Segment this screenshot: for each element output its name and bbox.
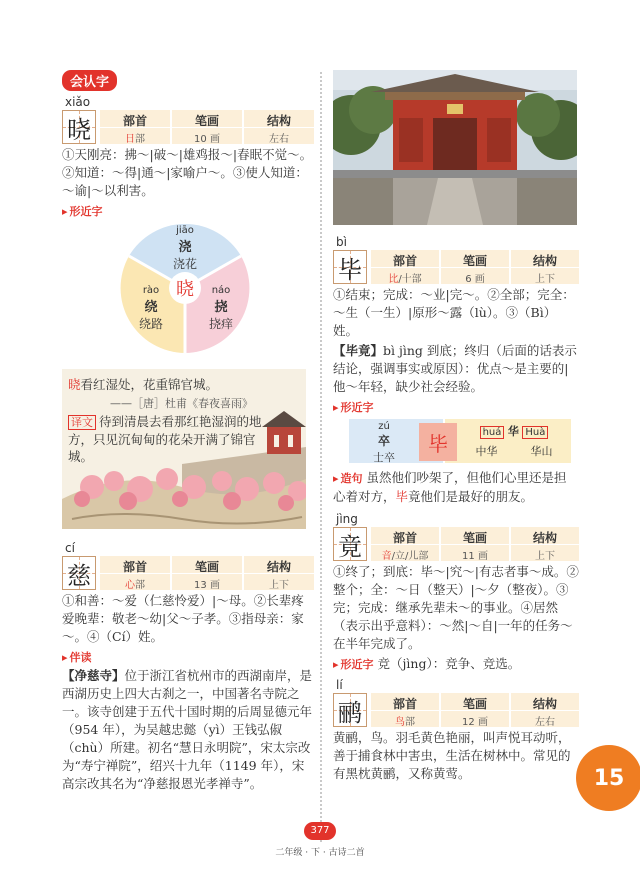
char-grid [333, 250, 367, 284]
similar-chars-diagram [333, 417, 577, 465]
temple-photo [333, 70, 577, 225]
strokes-value: 6 画 [441, 267, 509, 285]
word-explanation [333, 342, 579, 396]
header-structure: 结构 [532, 531, 557, 545]
page-number: 377 [304, 822, 336, 840]
radical-value: 心 [125, 580, 135, 591]
right-column [333, 70, 579, 785]
header-radical: 部首 [392, 254, 417, 268]
diagram-pinyin: zú [378, 421, 390, 432]
char-grid [62, 110, 96, 144]
structure-value: 上下 [244, 573, 314, 591]
diagram-word-right [459, 423, 569, 459]
similar-chars-wheel [120, 223, 250, 353]
poem-key-char: 晓 [68, 377, 81, 392]
diagram-char: 华 [507, 425, 519, 438]
poem-source: ——［唐］杜甫《春夜喜雨》 [110, 397, 253, 410]
char-info-table [371, 693, 579, 727]
structure-value: 上下 [511, 267, 579, 285]
wheel-char: 浇 [178, 240, 192, 255]
char-info-table [100, 556, 314, 590]
char-info-table [371, 250, 579, 284]
reading-text: 位于浙江省杭州市的西湖南岸，是西湖历史上四大古刹之一，中国著名寺院之一。该寺创建于五代十国时期的后周显德元年（954 年），为吴越忠懿（yì）王钱弘俶（chù）所建。初名“慧日永明院”，宋太宗改为“寿宁禅院”，绍兴十九年（1149 年），宋高宗改其名为“净慈报恩光孝禅寺”。 [62, 668, 313, 791]
header-radical: 部首 [392, 697, 417, 711]
poem-line [68, 375, 218, 393]
character: 鹂 [338, 698, 362, 727]
wheel-center-char: 晓 [169, 272, 201, 304]
similar-chars-text: 竞（jìng）：竞争、竞选。 [377, 656, 521, 671]
poem-illustration [62, 369, 306, 529]
temple-image [333, 70, 577, 225]
poem-translation [68, 413, 268, 465]
diagram-word: 华山 [530, 445, 553, 458]
diagram-word-left [359, 421, 409, 465]
header-structure: 结构 [266, 560, 291, 574]
character: 慈 [67, 561, 91, 590]
strokes-value: 11 画 [441, 544, 509, 562]
header-strokes: 笔画 [462, 531, 487, 545]
word-title: 【毕竟】 [333, 343, 384, 358]
char-entry-jing [333, 512, 579, 674]
meaning-text: ①终了；到底：毕～|究～|有志者事～成。②整个；全：～日（整天）|～夕（整夜）。③完；完成：继承先辈未～的事业。④居然（表示出乎意料）：～然|～自|一年的任务～在半年完成了。 [333, 564, 579, 651]
radical-suffix: 部 [135, 580, 145, 591]
wheel-item-right [196, 285, 246, 332]
char-entry-bi [333, 235, 579, 506]
pinyin: cí [65, 541, 75, 555]
poem-line-rest: 看红湿处，花重锦官城。 [80, 377, 219, 392]
reading-title: 【净慈寺】 [62, 668, 125, 683]
similar-chars-heading: ▸ 形近字 [333, 399, 579, 415]
translation-text: 待到清晨去看那红艳湿润的地方，只见沉甸甸的花朵开满了锦官城。 [68, 414, 262, 464]
sentence-part: 虽然他们吵架了，但他们心里还是担心着对方， [333, 470, 567, 504]
column-divider [320, 72, 322, 842]
pinyin: xiǎo [65, 95, 91, 109]
radical-value: 鸟 [395, 717, 405, 728]
header-strokes: 笔画 [194, 560, 219, 574]
header-strokes: 笔画 [462, 697, 487, 711]
structure-value: 左右 [511, 710, 579, 728]
wheel-item-left [126, 285, 176, 332]
sentence-part: 竟他们是最好的朋友。 [408, 489, 534, 504]
structure-value: 上下 [511, 544, 579, 562]
character: 毕 [338, 255, 362, 284]
diagram-word: 士卒 [373, 451, 395, 464]
reading-heading: ▸ 伴读 [62, 649, 314, 665]
wheel-char: 挠 [214, 300, 228, 315]
lesson-number-badge: 15 [576, 745, 640, 811]
header-structure: 结构 [266, 114, 291, 128]
wheel-word: 绕路 [138, 317, 163, 331]
radical-value: 比 [388, 274, 399, 285]
wheel-pinyin: rào [142, 285, 160, 296]
header-structure: 结构 [532, 254, 557, 268]
strokes-value: 12 画 [441, 710, 509, 728]
similar-chars-heading: ▸ 形近字 [333, 658, 374, 671]
radical-suffix: /十部 [398, 274, 422, 285]
meaning-text: ①和善：～爱（仁慈怜爱）|～母。②长辈疼爱晚辈：敬老～幼|父～子孝。③指母亲：家～。④（Cí）姓。 [62, 593, 304, 644]
header-strokes: 笔画 [462, 254, 487, 268]
radical-suffix: 部 [405, 717, 415, 728]
translation-label: 译文 [68, 415, 96, 430]
diagram-pinyin-box: Huà [522, 426, 548, 439]
example-sentence [333, 469, 579, 506]
reading-paragraph [62, 667, 314, 793]
section-tag: 会认字 [62, 70, 117, 91]
structure-value: 左右 [244, 127, 314, 145]
diagram-center-char: 毕 [419, 423, 457, 461]
header-strokes: 笔画 [194, 114, 219, 128]
left-column [62, 70, 314, 795]
character: 竟 [338, 532, 362, 561]
wheel-word: 浇花 [172, 257, 197, 271]
header-structure: 结构 [532, 697, 557, 711]
char-info-table [100, 110, 314, 144]
char-grid [333, 693, 367, 727]
wheel-pinyin: náo [211, 285, 231, 296]
meaning-text: 黄鹂，鸟。羽毛黄色艳丽，叫声悦耳动听，善于捕食林中害虫，生活在树林中。常见的有黑枕黄鹂，又称黄莺。 [333, 730, 571, 781]
char-grid [62, 556, 96, 590]
header-radical: 部首 [392, 531, 417, 545]
radical-value: 音 [381, 551, 392, 562]
char-grid [333, 527, 367, 561]
meaning-text: ①结束；完成：～业|完～。②全部；完全：～生（一生）|原形～露（lù）。③（Bì）姓。 [333, 287, 575, 338]
wheel-pinyin: jiāo [176, 225, 194, 236]
sentence-label: ▸ 造句 [333, 472, 363, 485]
char-entry-ci [62, 541, 314, 793]
radical-value: 日 [125, 134, 135, 145]
strokes-value: 10 画 [172, 127, 242, 145]
page-footer: 二年级 · 下 · 古诗二首 [275, 848, 365, 858]
meaning-text: ①天刚亮：拂～|破～|雄鸡报～|春眠不觉～。②知道：～得|通～|家喻户～。③使人知道：～谕|～以利害。 [62, 147, 313, 198]
wheel-char: 绕 [144, 300, 158, 315]
char-entry-xiao [62, 95, 314, 529]
diagram-word: 中华 [475, 445, 498, 458]
radical-suffix: 部 [135, 134, 145, 145]
wheel-item-top [160, 225, 210, 272]
pinyin: lí [336, 678, 343, 692]
sentence-key-char: 毕 [395, 489, 409, 504]
pinyin: bì [336, 235, 347, 249]
char-info-table [371, 527, 579, 561]
header-radical: 部首 [122, 114, 147, 128]
pinyin: jìng [336, 512, 358, 526]
header-radical: 部首 [122, 560, 147, 574]
word-text: bì jìng 到底；终归（后面的话表示结论，强调事实或原因）：优点～是主要的|他～年轻，缺少社会经验。 [333, 343, 577, 394]
diagram-char: 卒 [377, 434, 390, 448]
radical-suffix: /立/儿部 [391, 551, 429, 562]
similar-chars-heading: ▸ 形近字 [62, 203, 314, 219]
diagram-pinyin-box: huá [480, 426, 505, 439]
strokes-value: 13 画 [172, 573, 242, 591]
wheel-word: 挠痒 [208, 317, 233, 331]
character: 晓 [67, 115, 91, 144]
similar-chars-line [333, 655, 579, 674]
char-entry-li [333, 678, 579, 783]
